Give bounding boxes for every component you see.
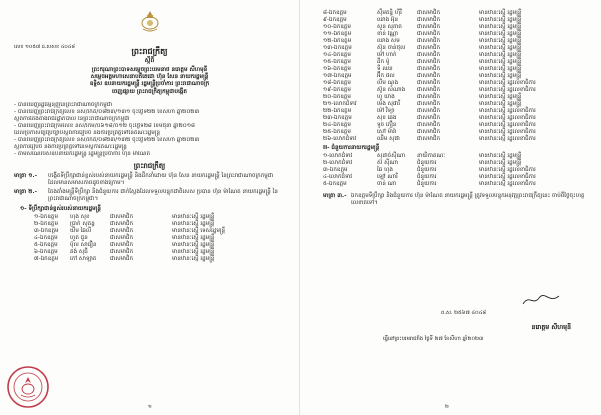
list-item bbox=[323, 94, 587, 101]
member-role: ជាសមាជិក bbox=[417, 10, 441, 16]
member-role: ជាសមាជិក bbox=[417, 101, 441, 107]
royal-signature-icon bbox=[521, 292, 561, 308]
member-name: ស៊ូន សំណាង bbox=[377, 87, 406, 93]
reference-number: លេខ ១០៥៧ ដ.សសខ ៤០៤៨ bbox=[14, 44, 75, 50]
member-name: ប្រាក់ សុគន្ធ bbox=[70, 220, 95, 227]
heading-line: សម្តេចអគ្គមហាសេនាបតីតេជោ ហ៊ុន សែន នាយករដ្ឋមន្ត្រី bbox=[90, 74, 209, 81]
member-rank: មានឋានៈស្មើ រដ្ឋមន្ត្រី bbox=[479, 38, 522, 44]
member-role: ជាសមាជិក bbox=[417, 24, 441, 30]
member-rank: មានឋានៈស្មើ រដ្ឋលេខាធិការ bbox=[479, 129, 536, 135]
list-item bbox=[323, 153, 587, 160]
member-title: ៤-ឯកឧត្តម bbox=[34, 234, 58, 241]
member-name: សុខ ឆេង bbox=[377, 115, 397, 121]
member-title: ២-ឯកឧត្តម bbox=[34, 220, 59, 227]
member-rank: មានឋានៈស្មើ រដ្ឋមន្ត្រី bbox=[172, 248, 215, 255]
member-title: ៣-ឯកឧត្តម bbox=[34, 227, 59, 234]
member-title: ៦-ឯកឧត្តម bbox=[34, 248, 58, 255]
section-heading: II- ជំនួយការនាយករដ្ឋមន្ត្រី bbox=[323, 145, 380, 151]
member-title: ១៧-ឯកឧត្តម bbox=[323, 73, 352, 79]
member-name: ឆៃ ហុង bbox=[377, 167, 393, 173]
member-name: ទី ឈន bbox=[377, 66, 393, 72]
member-rank: មានឋានៈស្មើ រដ្ឋលេខាធិការ bbox=[479, 174, 536, 180]
member-title: ៧-ឯកឧត្តម bbox=[34, 255, 59, 262]
signer-name: នរោត្តម សីហមុនី bbox=[531, 324, 571, 331]
member-name: ឈាង អ៊ុន bbox=[377, 17, 399, 23]
member-rank: មានឋានៈស្មើ រដ្ឋមន្ត្រី bbox=[479, 73, 522, 79]
member-name: ឡៅ ណារី bbox=[377, 174, 398, 180]
page-number: ២ bbox=[445, 404, 449, 410]
reference-line: - បានឃើញរដ្ឋធម្មនុញ្ញនៃព្រះរាជាណាចក្រកម្ពុជា bbox=[14, 101, 113, 108]
reference-line: - បានឃើញព្រះរាជក្រមលេខ នស/រកម/០៦១៨/០១២ ចុះថ្ងៃទី២៨ ខែមិថុនា ឆ្នាំ២០១៨ bbox=[14, 122, 195, 129]
reference-line: - តាមសំណើរបស់ឧបនាយករដ្ឋមន្ត្រី រដ្ឋមន្ត្រីប្រចាំការ ហ៊ុន ម៉ាណែត bbox=[14, 150, 151, 157]
member-name: ស៊ុន ចាន់ថុល bbox=[377, 45, 406, 51]
assistant-list bbox=[323, 153, 587, 188]
list-item bbox=[323, 24, 587, 31]
member-title: ១០-ឯកឧត្តម bbox=[323, 24, 351, 30]
list-item bbox=[323, 66, 587, 73]
member-rank: មានឋានៈស្មើ រដ្ឋលេខាធិការ bbox=[479, 108, 536, 114]
member-name: ស៊ ស៊ីណា bbox=[377, 160, 399, 166]
list-item bbox=[14, 242, 285, 249]
member-role: ជាសមាជិក bbox=[110, 255, 134, 262]
member-name: ម៉ៅ វិទ្យា bbox=[377, 108, 395, 114]
list-item bbox=[14, 221, 285, 228]
member-title: ៨-ឯកឧត្តម bbox=[323, 10, 347, 16]
reference-line: - បានឃើញព្រះរាជក្រឹត្យលេខ នស/រកត/០៨២៣/១៣២ ចុះថ្ងៃទី២២ ខែសីហា ឆ្នាំ២០២៣ bbox=[14, 136, 200, 143]
list-item bbox=[323, 87, 587, 94]
member-title: ២៣-ឯកឧត្តម bbox=[323, 115, 352, 121]
member-role: ជាសមាជិក bbox=[110, 248, 134, 255]
member-name: ឈឹម សុផា bbox=[377, 136, 400, 142]
member-title: ១៩-ឯកឧត្តម bbox=[323, 87, 351, 93]
member-name: ហុង សុខ bbox=[70, 213, 90, 220]
list-item bbox=[14, 214, 285, 221]
member-title: ២៥-ឯកឧត្តម bbox=[323, 129, 351, 135]
member-role: ជាសមាជិក bbox=[417, 108, 441, 114]
member-rank: មានឋានៈស្មើ រដ្ឋមន្ត្រី bbox=[479, 17, 522, 23]
member-role: ជាសមាជិក bbox=[417, 31, 441, 37]
member-name: ដឹក ម៉ូ bbox=[377, 59, 390, 65]
member-role: ជាសមាជិក bbox=[110, 241, 134, 248]
decree-title: ព្រះរាជក្រឹត្យ bbox=[131, 47, 168, 56]
member-role: ជាសមាជិក bbox=[417, 129, 441, 135]
member-role: ជាសមាជិក bbox=[417, 45, 441, 51]
member-rank: មានឋានៈស្មើ រដ្ឋមន្ត្រី bbox=[479, 94, 522, 100]
list-item bbox=[323, 45, 587, 52]
reference-line: ស្តីពីការតែងតាំងរាជរដ្ឋាភិបាល នៃព្រះរាជាណាចក្រកម្ពុជា bbox=[14, 115, 130, 122]
member-name: ហួ ឃាង bbox=[377, 94, 395, 100]
member-role: ជាសមាជិក bbox=[417, 73, 441, 79]
member-name: ម៉េង សុផារី bbox=[377, 101, 401, 107]
member-rank: មានឋានៈស្មើ រដ្ឋមន្ត្រី bbox=[479, 24, 522, 30]
member-role: ជាសមាជិក bbox=[110, 234, 134, 241]
member-title: ១៥-ឯកឧត្តម bbox=[323, 59, 351, 65]
royal-seal-icon bbox=[6, 365, 50, 409]
member-title: ១៣-ឯកឧត្តម bbox=[323, 45, 352, 51]
member-role: ជាសមាជិក bbox=[417, 115, 441, 121]
member-title: ៤-លោកជំទាវ bbox=[323, 174, 353, 180]
member-title: ១-លោកជំទាវ bbox=[323, 153, 353, 159]
article-label: មាត្រា ១.- bbox=[14, 172, 37, 179]
member-name: លីម ណុង bbox=[377, 80, 399, 86]
article-2 bbox=[14, 189, 285, 203]
date-line: ព.ស. ២៥៦៧ ៤០៤៨ bbox=[441, 310, 487, 316]
member-rank: មានឋានៈស្មើ រដ្ឋមន្ត្រី bbox=[479, 31, 522, 37]
article-text: បង្កើតទីប្រឹក្សាជាន់ខ្ពស់របស់នាយករដ្ឋមន្ត្រី និងដឹកនាំដោយ ហ៊ុន សែន នាយករដ្ឋមន្ត្រី នៃព្រះរាជាណាចក្រកម្ពុជា ដែលមានសមាសភាពដូចខាងក្រោម។ bbox=[48, 172, 274, 186]
member-rank: មានឋានៈស្មើ រដ្ឋមន្ត្រី bbox=[172, 213, 215, 220]
member-rank: មានឋានៈស្មើ រដ្ឋលេខាធិការ bbox=[479, 87, 536, 93]
member-name: ទូច ភឿន bbox=[377, 122, 397, 128]
member-title: ២៤-ឯកឧត្តម bbox=[323, 122, 351, 128]
page-number: ១ bbox=[148, 404, 152, 410]
member-list bbox=[14, 214, 285, 263]
member-list-continued bbox=[323, 10, 587, 143]
member-title: ១-ឯកឧត្តម bbox=[34, 213, 59, 220]
heading-line: ព្រះករុណាព្រះបាទសម្តេចព្រះបរមនាថ នរោត្តម សីហមុនី bbox=[91, 67, 208, 73]
member-rank: មានឋានៈស្មើ រដ្ឋលេខាធិការ bbox=[479, 115, 536, 121]
member-rank: មានឋានៈស្មើ រដ្ឋមន្ត្រី bbox=[172, 220, 215, 227]
member-name: គង់ សុធី bbox=[70, 248, 88, 255]
member-rank: មានឋានៈស្មើ រដ្ឋលេខាធិការ bbox=[479, 122, 536, 128]
reference-line: ដែលប្រកាសឱ្យប្រើច្បាប់ស្តីពីការរៀបចំ និងការប្រព្រឹត្តទៅនៃគណៈរដ្ឋមន្ត្រី bbox=[14, 129, 161, 136]
left-page bbox=[0, 0, 300, 415]
member-name: ម៉ៅ ហាក់ bbox=[377, 52, 397, 58]
member-rank: មានឋានៈស្មើ រដ្ឋលេខាធិការ bbox=[479, 181, 536, 187]
article-text: តែងតាំងមន្ត្រីទីប្រឹក្សា និងជំនួយការ ជាក់ស្តែងដែលទទួលបន្ទុកជាពិសេស ប្រធាន ហ៊ុន ម៉ាណែត នាយករដ្ឋមន្ត្រី នៃព្រះរាជាណាចក្រកម្ពុជា។ bbox=[48, 188, 278, 202]
member-rank: មានឋានៈស្មើ រដ្ឋមន្ត្រី bbox=[479, 66, 522, 72]
right-page bbox=[301, 0, 601, 415]
heading-line: ឧទ្ទិស ឧបនាយករដ្ឋមន្ត្រី រដ្ឋមន្ត្រីប្រចាំការ ព្រះរាជាណាចក្រ bbox=[89, 81, 210, 88]
member-rank: មានឋានៈស្មើ រដ្ឋលេខាធិការ bbox=[479, 80, 536, 86]
member-name: ស៊ឹមគន្ធិ ហ៊ីរី bbox=[377, 10, 402, 16]
member-role: ជាសមាជិក bbox=[417, 136, 441, 142]
article-label: មាត្រា ៣.- bbox=[323, 193, 347, 199]
list-item bbox=[323, 167, 587, 174]
decree-heading bbox=[14, 67, 285, 96]
list-item bbox=[323, 115, 587, 122]
list-item bbox=[14, 249, 285, 256]
member-role: ជាសមាជិក bbox=[110, 220, 134, 227]
member-title: ៥-ឯកឧត្តម bbox=[323, 181, 347, 187]
member-rank: មានឋានៈស្មើ រដ្ឋមន្ត្រី bbox=[172, 241, 215, 248]
section-heading: ១- ទីប្រឹក្សាជាន់ខ្ពស់របស់នាយករដ្ឋមន្ត្រី bbox=[20, 205, 101, 212]
member-title: ២០-ឯកឧត្តម bbox=[323, 94, 351, 100]
reference-line: - បានឃើញព្រះរាជក្រឹត្យលេខ នស/រកត/០៨២៣/១៣១ ចុះថ្ងៃទី២២ ខែសីហា ឆ្នាំ២០២៣ bbox=[14, 108, 200, 115]
member-title: ១២-ឯកឧត្តម bbox=[323, 38, 352, 44]
list-item bbox=[323, 80, 587, 87]
member-role: ជាសមាជិក bbox=[110, 213, 134, 220]
article-label: មាត្រា ២.- bbox=[14, 188, 37, 195]
member-role: ជាសមាជិក bbox=[417, 87, 441, 93]
member-title: ៩-ឯកឧត្តម bbox=[323, 17, 347, 23]
list-item bbox=[323, 10, 587, 17]
list-item bbox=[323, 59, 587, 66]
list-item bbox=[14, 228, 285, 235]
member-rank: មានឋានៈស្មើ រដ្ឋមន្ត្រី bbox=[172, 234, 215, 241]
member-name: អ៊ឹក ផល bbox=[377, 73, 395, 79]
member-title: ១៤-ឯកឧត្តម bbox=[323, 52, 351, 58]
member-role: ជាសមាជិក bbox=[417, 80, 441, 86]
member-title: ១៦-ឯកឧត្តម bbox=[323, 66, 351, 72]
member-title: ១៨-ឯកឧត្តម bbox=[323, 80, 351, 86]
member-title: ២១-លោកជំទាវ bbox=[323, 101, 357, 107]
member-title: ៥-ឯកឧត្តម bbox=[34, 241, 58, 248]
member-role: ជាសមាជិក bbox=[417, 94, 441, 100]
list-item bbox=[323, 181, 587, 188]
member-role: ជាសមាជិក bbox=[417, 52, 441, 58]
member-role: នាយិកាគណៈ bbox=[417, 153, 446, 159]
reference-line: ស្តីពីការរៀបចំ និងការប្រព្រឹត្តទៅនៃទីស្តីការគណៈរដ្ឋមន្ត្រី bbox=[14, 143, 127, 150]
member-name: យឹម ឆៃលី bbox=[70, 227, 92, 234]
member-name: ប៉ុល សារឿន bbox=[70, 241, 97, 248]
list-item bbox=[323, 108, 587, 115]
article-text: ឯកឧត្តមទីប្រឹក្សា និងជំនួយការ ហ៊ុន ម៉ាណែត នាយករដ្ឋមន្ត្រី ត្រូវទទួលបន្ទុកអនុវត្តព្រះរាជក្រឹត្យនេះ ចាប់ពីថ្ងៃចុះហត្ថលេខាតទៅ។ bbox=[351, 193, 585, 206]
member-rank: មានឋានៈស្មើ រដ្ឋមន្ត្រី bbox=[172, 255, 215, 262]
article-3 bbox=[323, 193, 587, 207]
decree-subject-label: ស្តីពី bbox=[144, 57, 155, 64]
royal-emblem bbox=[14, 10, 285, 36]
member-role: ជាសមាជិក bbox=[417, 38, 441, 44]
list-item bbox=[323, 17, 587, 24]
member-name: ខាន់ វណ្ណា bbox=[377, 31, 399, 37]
member-name: សៅ ម៉ារ៉ា bbox=[377, 129, 397, 135]
member-title: ២-លោកជំទាវ bbox=[323, 160, 353, 166]
list-item bbox=[323, 136, 587, 143]
member-rank: មានឋានៈស្មើ រដ្ឋមន្ត្រី bbox=[479, 101, 522, 107]
member-role: ជាសមាជិក bbox=[110, 227, 134, 234]
member-rank: មានឋានៈស្មើ រដ្ឋមន្ត្រី bbox=[479, 45, 522, 51]
list-item bbox=[323, 101, 587, 108]
member-title: ១១-ឯកឧត្តម bbox=[323, 31, 352, 37]
member-role: ជាសមាជិក bbox=[417, 66, 441, 72]
member-title: ២៦-លោកជំទាវ bbox=[323, 136, 357, 142]
member-rank: មានឋានៈស្មើ រដ្ឋមន្ត្រី bbox=[479, 59, 522, 65]
heading-line: ចេញផ្សាយ ព្រះរាជក្រឹត្យកម្ពុជាបង្កើត bbox=[112, 88, 187, 95]
member-title: ៣-ឯកឧត្តម bbox=[323, 167, 348, 173]
member-role: ជំនួយការ bbox=[417, 160, 437, 166]
member-name: កៅ សាឡាត bbox=[70, 255, 97, 262]
list-item bbox=[14, 256, 285, 263]
member-role: ជាសមាជិក bbox=[417, 17, 441, 23]
member-rank: មានឋានៈស្មើ រដ្ឋមន្ត្រី bbox=[479, 52, 522, 58]
legal-references bbox=[14, 102, 285, 158]
member-name: ហួត ជួន bbox=[70, 234, 88, 241]
member-name: ចាន់ ណា bbox=[377, 181, 397, 187]
member-name: ឈាង សម bbox=[377, 38, 400, 44]
list-item bbox=[323, 129, 587, 136]
list-item bbox=[323, 38, 587, 45]
royal-arms-icon bbox=[139, 10, 161, 34]
member-rank: មានឋានៈស្មើ រដ្ឋមន្ត្រី bbox=[479, 160, 522, 166]
member-rank: មានឋានៈស្មើ រដ្ឋមន្ត្រី bbox=[479, 153, 522, 159]
list-item bbox=[323, 174, 587, 181]
list-item bbox=[323, 52, 587, 59]
member-name: សួន សុភាព bbox=[377, 24, 402, 30]
member-role: ជាសមាជិក bbox=[417, 59, 441, 65]
list-item bbox=[323, 73, 587, 80]
list-item bbox=[323, 122, 587, 129]
member-rank: មានឋានៈស្មើ ទេសរដ្ឋមន្ត្រី bbox=[172, 227, 226, 234]
member-rank: មានឋានៈស្មើ រដ្ឋលេខាធិការ bbox=[479, 136, 536, 142]
member-role: ជាសមាជិក bbox=[417, 122, 441, 128]
list-item bbox=[323, 31, 587, 38]
member-role: ជំនួយការ bbox=[417, 181, 437, 187]
member-rank: មានឋានៈស្មើ រដ្ឋលេខាធិការ bbox=[479, 167, 536, 173]
list-item bbox=[323, 160, 587, 167]
decides-heading: ព្រះរាជក្រឹត្យ bbox=[133, 161, 166, 170]
member-role: ជំនួយការ bbox=[417, 167, 437, 173]
member-title: ២២-ឯកឧត្តម bbox=[323, 108, 352, 114]
member-name: សុដាច់ស៊ីណា bbox=[377, 153, 406, 159]
place-date-line: ធ្វើនៅព្រះបរមរាជវាំង ថ្ងៃទី ២៧ ខែសីហា ឆ្នាំ២០២៣ bbox=[383, 336, 484, 342]
member-rank: មានឋានៈស្មើ រដ្ឋមន្ត្រី bbox=[479, 10, 522, 16]
list-item bbox=[14, 235, 285, 242]
member-role: ជំនួយការ bbox=[417, 174, 437, 180]
article-1 bbox=[14, 173, 285, 187]
